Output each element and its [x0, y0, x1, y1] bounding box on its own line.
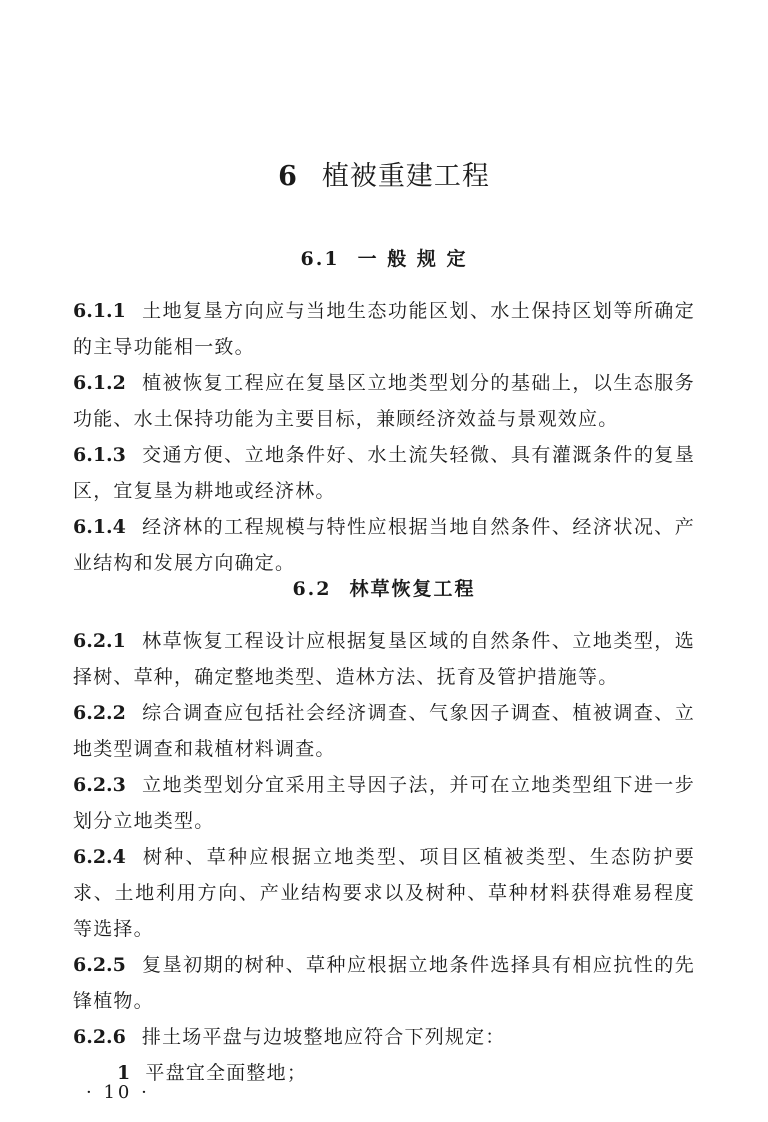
- clause-6-2-5: [73, 947, 695, 1019]
- section-number: 6.1: [300, 248, 340, 270]
- chapter-heading: [0, 154, 768, 193]
- page-number: · 10 ·: [86, 1082, 150, 1103]
- clause-text: 交通方便、立地条件好、水土流失轻微、具有灌溉条件的复垦区，宜复垦为耕地或经济林。: [73, 444, 695, 502]
- clause-number: 6.2.4: [73, 846, 126, 868]
- section-title: 一 般 规 定: [357, 248, 468, 270]
- clause-text: 土地复垦方向应与当地生态功能区划、水土保持区划等所确定的主导功能相一致。: [73, 300, 695, 358]
- clause-number: 6.2.6: [73, 1026, 126, 1048]
- section-heading-6-2: [0, 574, 768, 601]
- section-number: 6.2: [292, 578, 332, 600]
- clause-text: 排土场平盘与边坡整地应符合下列规定：: [141, 1026, 506, 1048]
- clause-number: 6.1.4: [73, 516, 126, 538]
- clause-text: 经济林的工程规模与特性应根据当地自然条件、经济状况、产业结构和发展方向确定。: [73, 516, 695, 574]
- section-6-2-clauses: [73, 623, 695, 1091]
- clause-number: 6.1.2: [73, 372, 126, 394]
- clause-6-1-4: [73, 509, 695, 581]
- clause-6-2-4: [73, 839, 695, 947]
- clause-text: 复垦初期的树种、草种应根据立地条件选择具有相应抗性的先锋植物。: [73, 954, 695, 1012]
- chapter-title: 植被重建工程: [321, 161, 490, 192]
- clause-number: 6.1.3: [73, 444, 126, 466]
- clause-6-2-3: [73, 767, 695, 839]
- clause-6-2-2: [73, 695, 695, 767]
- section-heading-6-1: [0, 244, 768, 271]
- clause-text: 立地类型划分宜采用主导因子法，并可在立地类型组下进一步划分立地类型。: [73, 774, 695, 832]
- clause-6-2-1: [73, 623, 695, 695]
- clause-6-1-2: [73, 365, 695, 437]
- clause-text: 植被恢复工程应在复垦区立地类型划分的基础上，以生态服务功能、水土保持功能为主要目标，兼顾经济效益与景观效应。: [73, 372, 695, 430]
- clause-number: 6.2.5: [73, 954, 126, 976]
- clause-number: 6.2.1: [73, 630, 126, 652]
- clause-6-1-1: [73, 293, 695, 365]
- clause-text: 树种、草种应根据立地类型、项目区植被类型、生态防护要求、土地利用方向、产业结构要求以及树种、草种材料获得难易程度等选择。: [73, 846, 695, 940]
- clause-number: 6.2.2: [73, 702, 126, 724]
- section-title: 林草恢复工程: [349, 578, 476, 600]
- item-number: 1: [117, 1062, 132, 1084]
- list-item-1: [73, 1055, 695, 1091]
- clause-6-2-6: [73, 1019, 695, 1055]
- clause-text: 林草恢复工程设计应根据复垦区域的自然条件、立地类型，选择树、草种，确定整地类型、造林方法、抚育及管护措施等。: [73, 630, 695, 688]
- clause-number: 6.1.1: [73, 300, 126, 322]
- clause-6-1-3: [73, 437, 695, 509]
- section-6-1-clauses: [73, 293, 695, 581]
- clause-text: 综合调查应包括社会经济调查、气象因子调查、植被调查、立地类型调查和栽植材料调查。: [73, 702, 695, 760]
- item-text: 平盘宜全面整地；: [145, 1062, 308, 1084]
- chapter-number: 6: [278, 161, 298, 192]
- clause-number: 6.2.3: [73, 774, 126, 796]
